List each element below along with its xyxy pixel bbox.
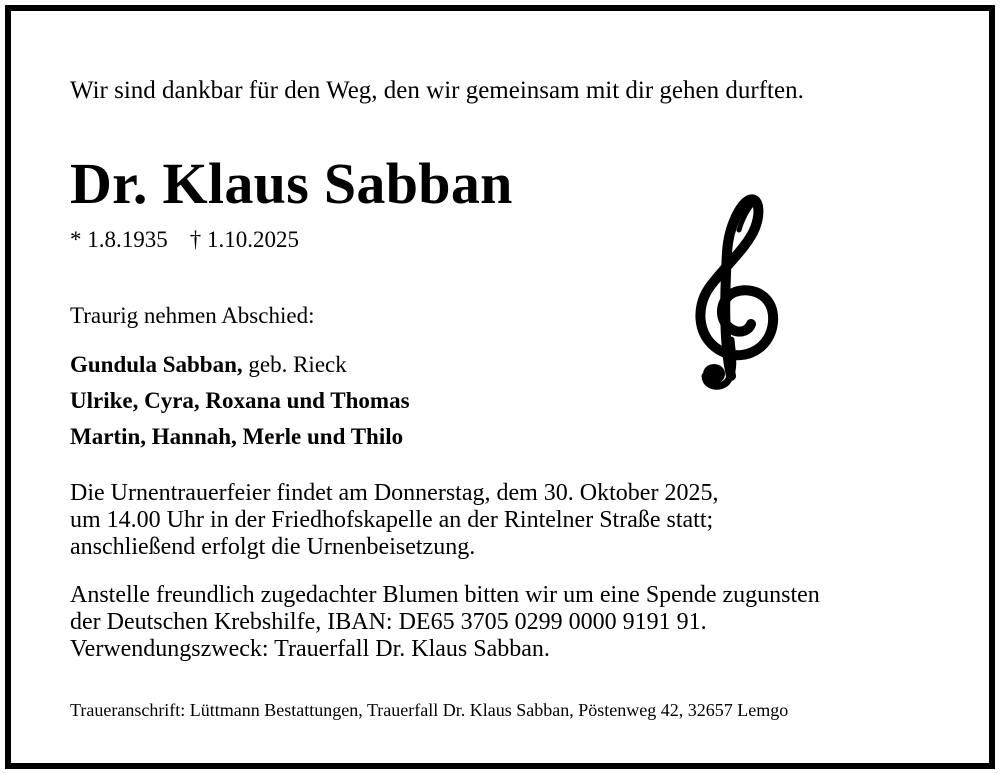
donation-line: der Deutschen Krebshilfe, IBAN: DE65 3705 0299 0000 9191 91. [70,609,707,635]
mourning-address: Traueranschrift: Lüttmann Bestattungen, Trauerfall Dr. Klaus Sabban, Pöstenweg 42, 32657 Lemgo [70,700,789,720]
mourner-line [70,347,410,383]
mourner-name: Gundula Sabban, [70,352,243,377]
death-date: † 1.10.2025 [189,227,299,252]
treble-clef-icon [679,190,779,390]
donation-line: Verwendungszweck: Trauerfall Dr. Klaus Sabban. [70,636,550,662]
donation-paragraph [70,582,820,663]
mourner-maiden-name: geb. Rieck [242,352,347,377]
deceased-name: Dr. Klaus Sabban [70,151,513,216]
mourner-line: Ulrike, Cyra, Roxana und Thomas [70,388,410,413]
life-dates [70,228,299,251]
ceremony-line: anschließend erfolgt die Urnenbeisetzung. [70,534,476,560]
motto-text: Wir sind dankbar für den Weg, den wir gemeinsam mit dir gehen durften. [70,77,804,104]
mourners-intro: Traurig nehmen Abschied: [70,303,315,328]
mourners-list [70,347,410,455]
ceremony-paragraph [70,480,718,561]
mourner-line: Martin, Hannah, Merle und Thilo [70,424,404,449]
ceremony-line: um 14.00 Uhr in der Friedhofskapelle an der Rintelner Straße statt; [70,507,714,533]
donation-line: Anstelle freundlich zugedachter Blumen bitten wir um eine Spende zugunsten [70,582,820,608]
ceremony-line: Die Urnentrauerfeier findet am Donnerstag, dem 30. Oktober 2025, [70,480,719,506]
birth-date: * 1.8.1935 [70,227,168,252]
